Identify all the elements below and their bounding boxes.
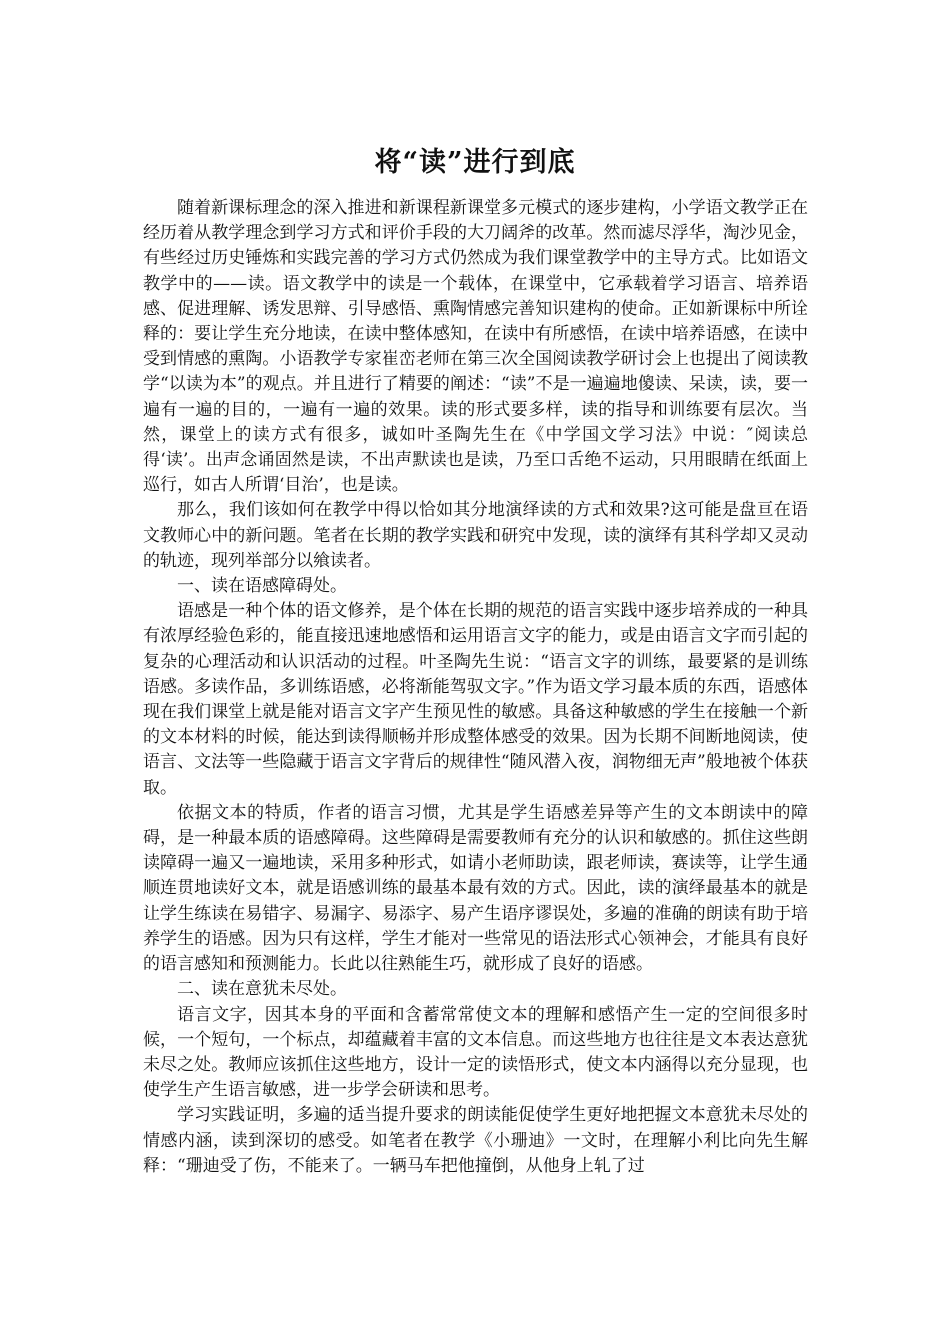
paragraph-question: 那么，我们该如何在教学中得以恰如其分地演绎读的方式和效果?这可能是盘亘在语文教师心中的新问题。笔者在长期的教学实践和研究中发现，读的演绎有其科学却又灵动的轨迹，现列举部分以飨读者。 xyxy=(143,500,808,571)
paragraph-section2-b: 学习实践证明，多遍的适当提升要求的朗读能促使学生更好地把握文本意犹未尽处的情感内涵，读到深切的感受。如笔者在教学《小珊迪》一文时，在理解小利比向先生解释：“珊迪受了伤，不能来了。一辆马车把他撞倒，从他身上轧了过 xyxy=(143,1105,808,1176)
document-body xyxy=(143,196,808,1179)
document-title: 将“读”进行到底 xyxy=(374,147,576,178)
paragraph-section2-a: 语言文字，因其本身的平面和含蓄常常使文本的理解和感悟产生一定的空间很多时候，一个短句，一个标点，却蕴藏着丰富的文本信息。而这些地方也往往是文本表达意犹未尽之处。教师应该抓住这些地方，设计一定的读悟形式，使文本内涵得以充分显现，也使学生产生语言敏感，进一步学会研读和思考。 xyxy=(143,1004,808,1101)
paragraph-section1-b: 依据文本的特质，作者的语言习惯，尤其是学生语感差异等产生的文本朗读中的障碍，是一种最本质的语感障碍。这些障碍是需要教师有充分的认识和敏感的。抓住这些朗读障碍一遍又一遍地读，采用多种形式，如请小老师助读，跟老师读，赛读等，让学生通顺连贯地读好文本，就是语感训练的最基本最有效的方式。因此，读的演绎最基本的就是让学生练读在易错字、易漏字、易添字、易产生语序谬误处，多遍的准确的朗读有助于培养学生的语感。因为只有这样，学生才能对一些常见的语法形式心领神会，才能具有良好的语言感知和预测能力。长此以往熟能生巧，就形成了良好的语感。 xyxy=(143,802,808,975)
paragraph-intro: 随着新课标理念的深入推进和新课程新课堂多元模式的逐步建构，小学语文教学正在经历着从教学理念到学习方式和评价手段的大刀阔斧的改革。然而滤尽浮华，淘沙见金，有些经过历史锤炼和实践完善的学习方式仍然成为我们课堂教学中的主导方式。比如语文教学中的——读。语文教学中的读是一个载体，在课堂中，它承载着学习语言、培养语感、促进理解、诱发思辩、引导感悟、熏陶情感完善知识建构的使命。正如新课标中所诠释的：要让学生充分地读，在读中整体感知，在读中有所感悟，在读中培养语感，在读中受到情感的熏陶。小语教学专家崔峦老师在第三次全国阅读教学研讨会上也提出了阅读教学“以读为本”的观点。并且进行了精要的阐述：“读”不是一遍遍地傻读、呆读，读，要一遍有一遍的目的，一遍有一遍的效果。读的形式要多样，读的指导和训练要有层次。当然，课堂上的读方式有很多，诚如叶圣陶先生在《中学国文学习法》中说：″阅读总得‘读’。出声念诵固然是读，不出声默读也是读，乃至口舌绝不运动，只用眼睛在纸面上巡行，如古人所谓‘目治’，也是读。 xyxy=(143,198,808,496)
paragraph-section1-a: 语感是一种个体的语文修养，是个体在长期的规范的语言实践中逐步培养成的一种具有浓厚经验色彩的，能直接迅速地感悟和运用语言文字的能力，或是由语言文字而引起的复杂的心理活动和认识活动的过程。叶圣陶先生说：“语言文字的训练，最要紧的是训练语感。多读作品，多训练语感，必将渐能驾驭文字。”作为语文学习最本质的东西，语感体现在我们课堂上就是能对语言文字产生预见性的敏感。具备这种敏感的学生在接触一个新的文本材料的时候，能达到读得顺畅并形成整体感受的效果。因为长期不间断地阅读，使语言、文法等一些隐藏于语言文字背后的规律性“随风潜入夜，润物细无声”般地被个体获取。 xyxy=(143,601,808,798)
section-heading-2: 二、读在意犹未尽处。 xyxy=(177,979,347,1000)
section-heading-1: 一、读在语感障碍处。 xyxy=(177,576,347,597)
